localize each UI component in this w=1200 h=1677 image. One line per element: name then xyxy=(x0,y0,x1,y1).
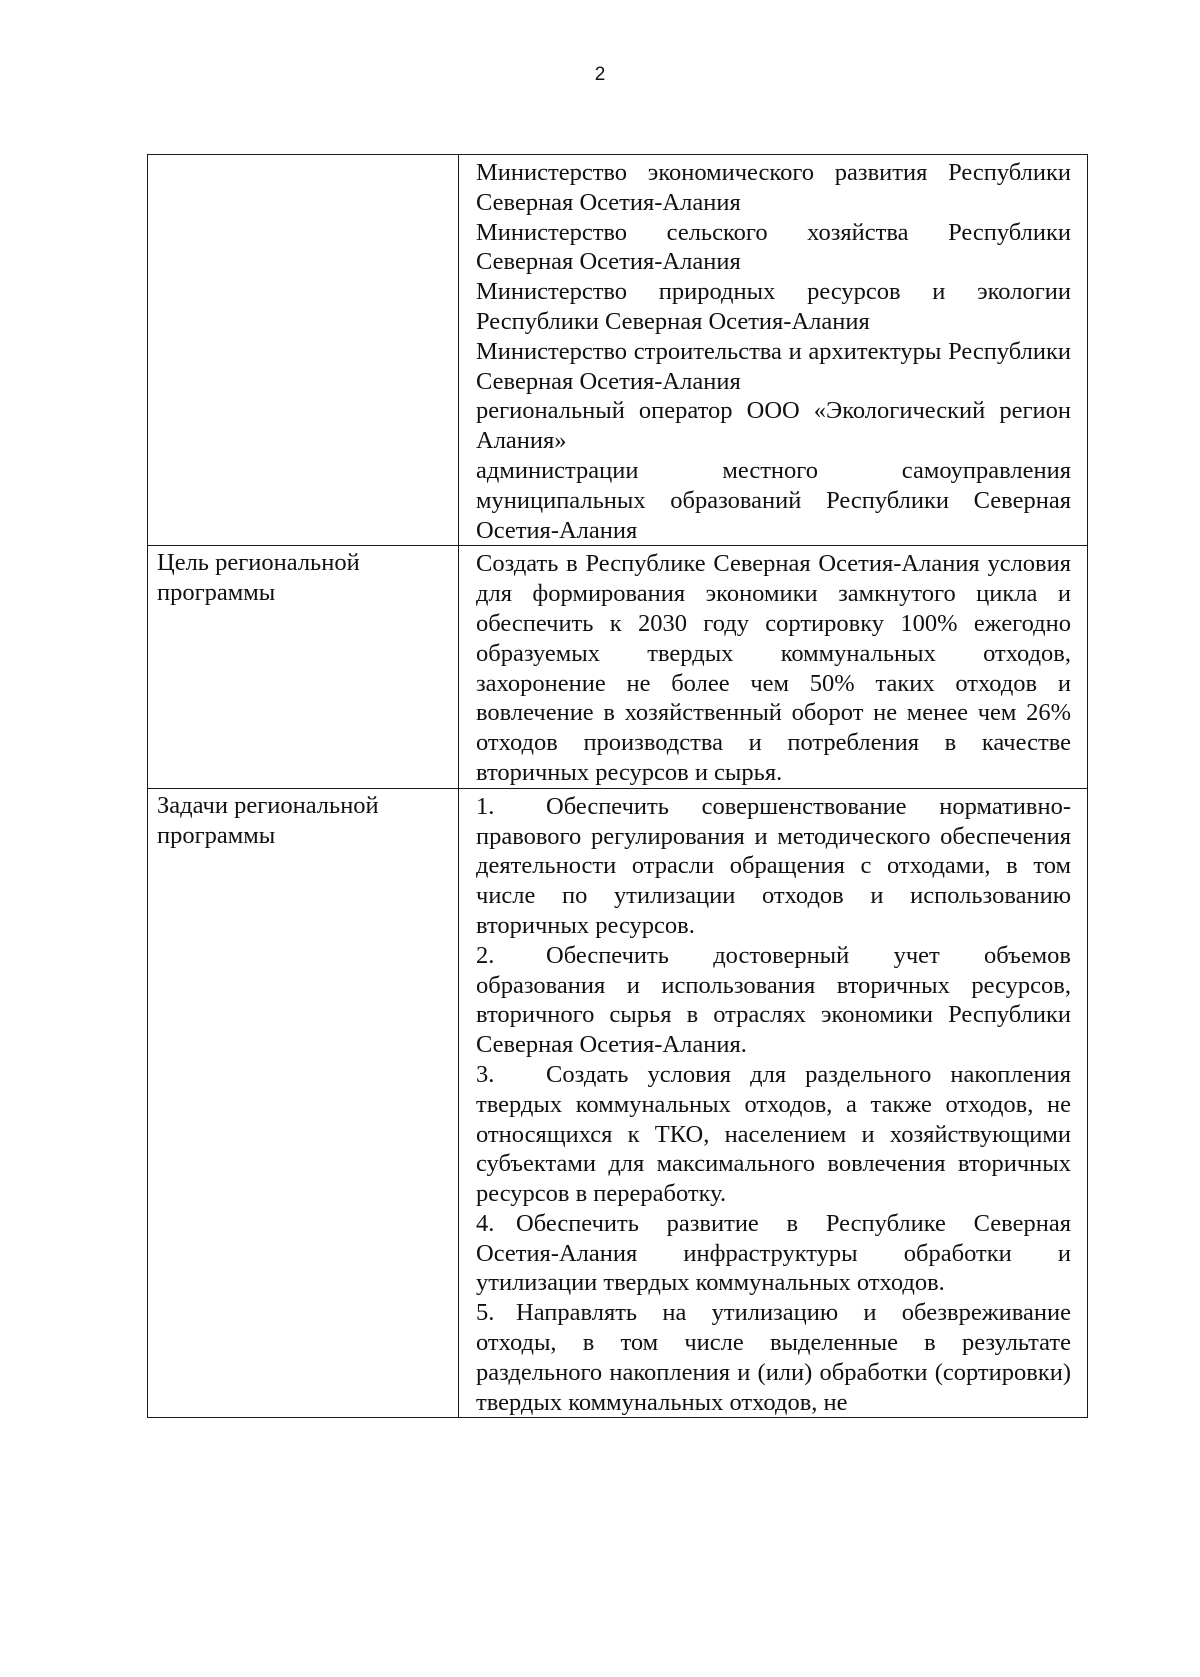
task-text: Обеспечить достоверный учет объемов образования и использования вторичных ресурсов, вторичного сырья в отраслях экономики Республики Северная Осетия-Алания. xyxy=(476,941,1071,1059)
task-item xyxy=(476,941,1071,1060)
page-number: 2 xyxy=(594,64,606,85)
goal-text: Создать в Республике Северная Осетия-Алания условия для формирования экономики замкнутого цикла и обеспечить к 2030 году сортировку 100% ежегодно образуемых твердых коммунальных отходов, захоронение не более чем 50% таких отходов и вовлечение в хозяйственный оборот не менее чем 26% отходов производства и потребления в качестве вторичных ресурсов и сырья. xyxy=(476,550,1071,786)
task-number: 2. xyxy=(476,941,495,969)
executor-item: Министерство экономического развития Республики Северная Осетия-Алания xyxy=(476,159,1071,216)
task-number: 4. xyxy=(476,1209,495,1237)
task-text: Обеспечить совершенствование нормативно-правового регулирования и методического обеспечения деятельности отрасли обращения с отходами, в том числе по утилизации отходов и использованию вторичных ресурсов. xyxy=(476,792,1071,939)
task-item xyxy=(476,1209,1071,1298)
table-row-tasks xyxy=(148,788,1088,1418)
table-row-goal xyxy=(148,546,1088,788)
executor-item: администрации местного самоуправления муниципальных образований Республики Северная Осетия-Алания xyxy=(476,456,1071,544)
executor-item: Министерство природных ресурсов и экологии Республики Северная Осетия-Алания xyxy=(476,278,1071,335)
row-label-goal: Цель региональной программы xyxy=(148,546,459,788)
executors-list xyxy=(459,155,1088,546)
task-text: Обеспечить развитие в Республике Северная Осетия-Алания инфраструктуры обработки и утилизации твердых коммунальных отходов. xyxy=(476,1209,1071,1297)
executor-item: Министерство строительства и архитектуры Республики Северная Осетия-Алания xyxy=(476,337,1071,395)
task-item xyxy=(476,1060,1071,1209)
tasks-list xyxy=(459,788,1088,1418)
executor-item: региональный оператор ООО «Экологический регион Алания» xyxy=(476,397,1071,455)
task-text: Создать условия для раздельного накопления твердых коммунальных отходов, а также отходов, не относящихся к ТКО, населением и хозяйствующими субъектами для максимального вовлечения вторичных ресурсов в переработку. xyxy=(476,1060,1071,1208)
task-number: 5. xyxy=(476,1299,495,1327)
task-text: Направлять на утилизацию и обезвреживание отходы, в том числе выделенные в результате раздельного накопления и (или) обработки (сортировки) твердых коммунальных отходов, не xyxy=(476,1299,1071,1416)
row-label-empty xyxy=(148,155,459,546)
program-passport-table xyxy=(147,154,1088,1418)
table-row-executors xyxy=(148,155,1088,546)
task-item xyxy=(476,1298,1071,1417)
task-item xyxy=(476,792,1071,941)
task-number: 1. xyxy=(476,792,495,820)
executor-item: Министерство сельского хозяйства Республики Северная Осетия-Алания xyxy=(476,218,1071,276)
task-number: 3. xyxy=(476,1060,495,1088)
goal-text-cell xyxy=(459,546,1088,788)
row-label-tasks: Задачи региональной программы xyxy=(148,788,459,1418)
